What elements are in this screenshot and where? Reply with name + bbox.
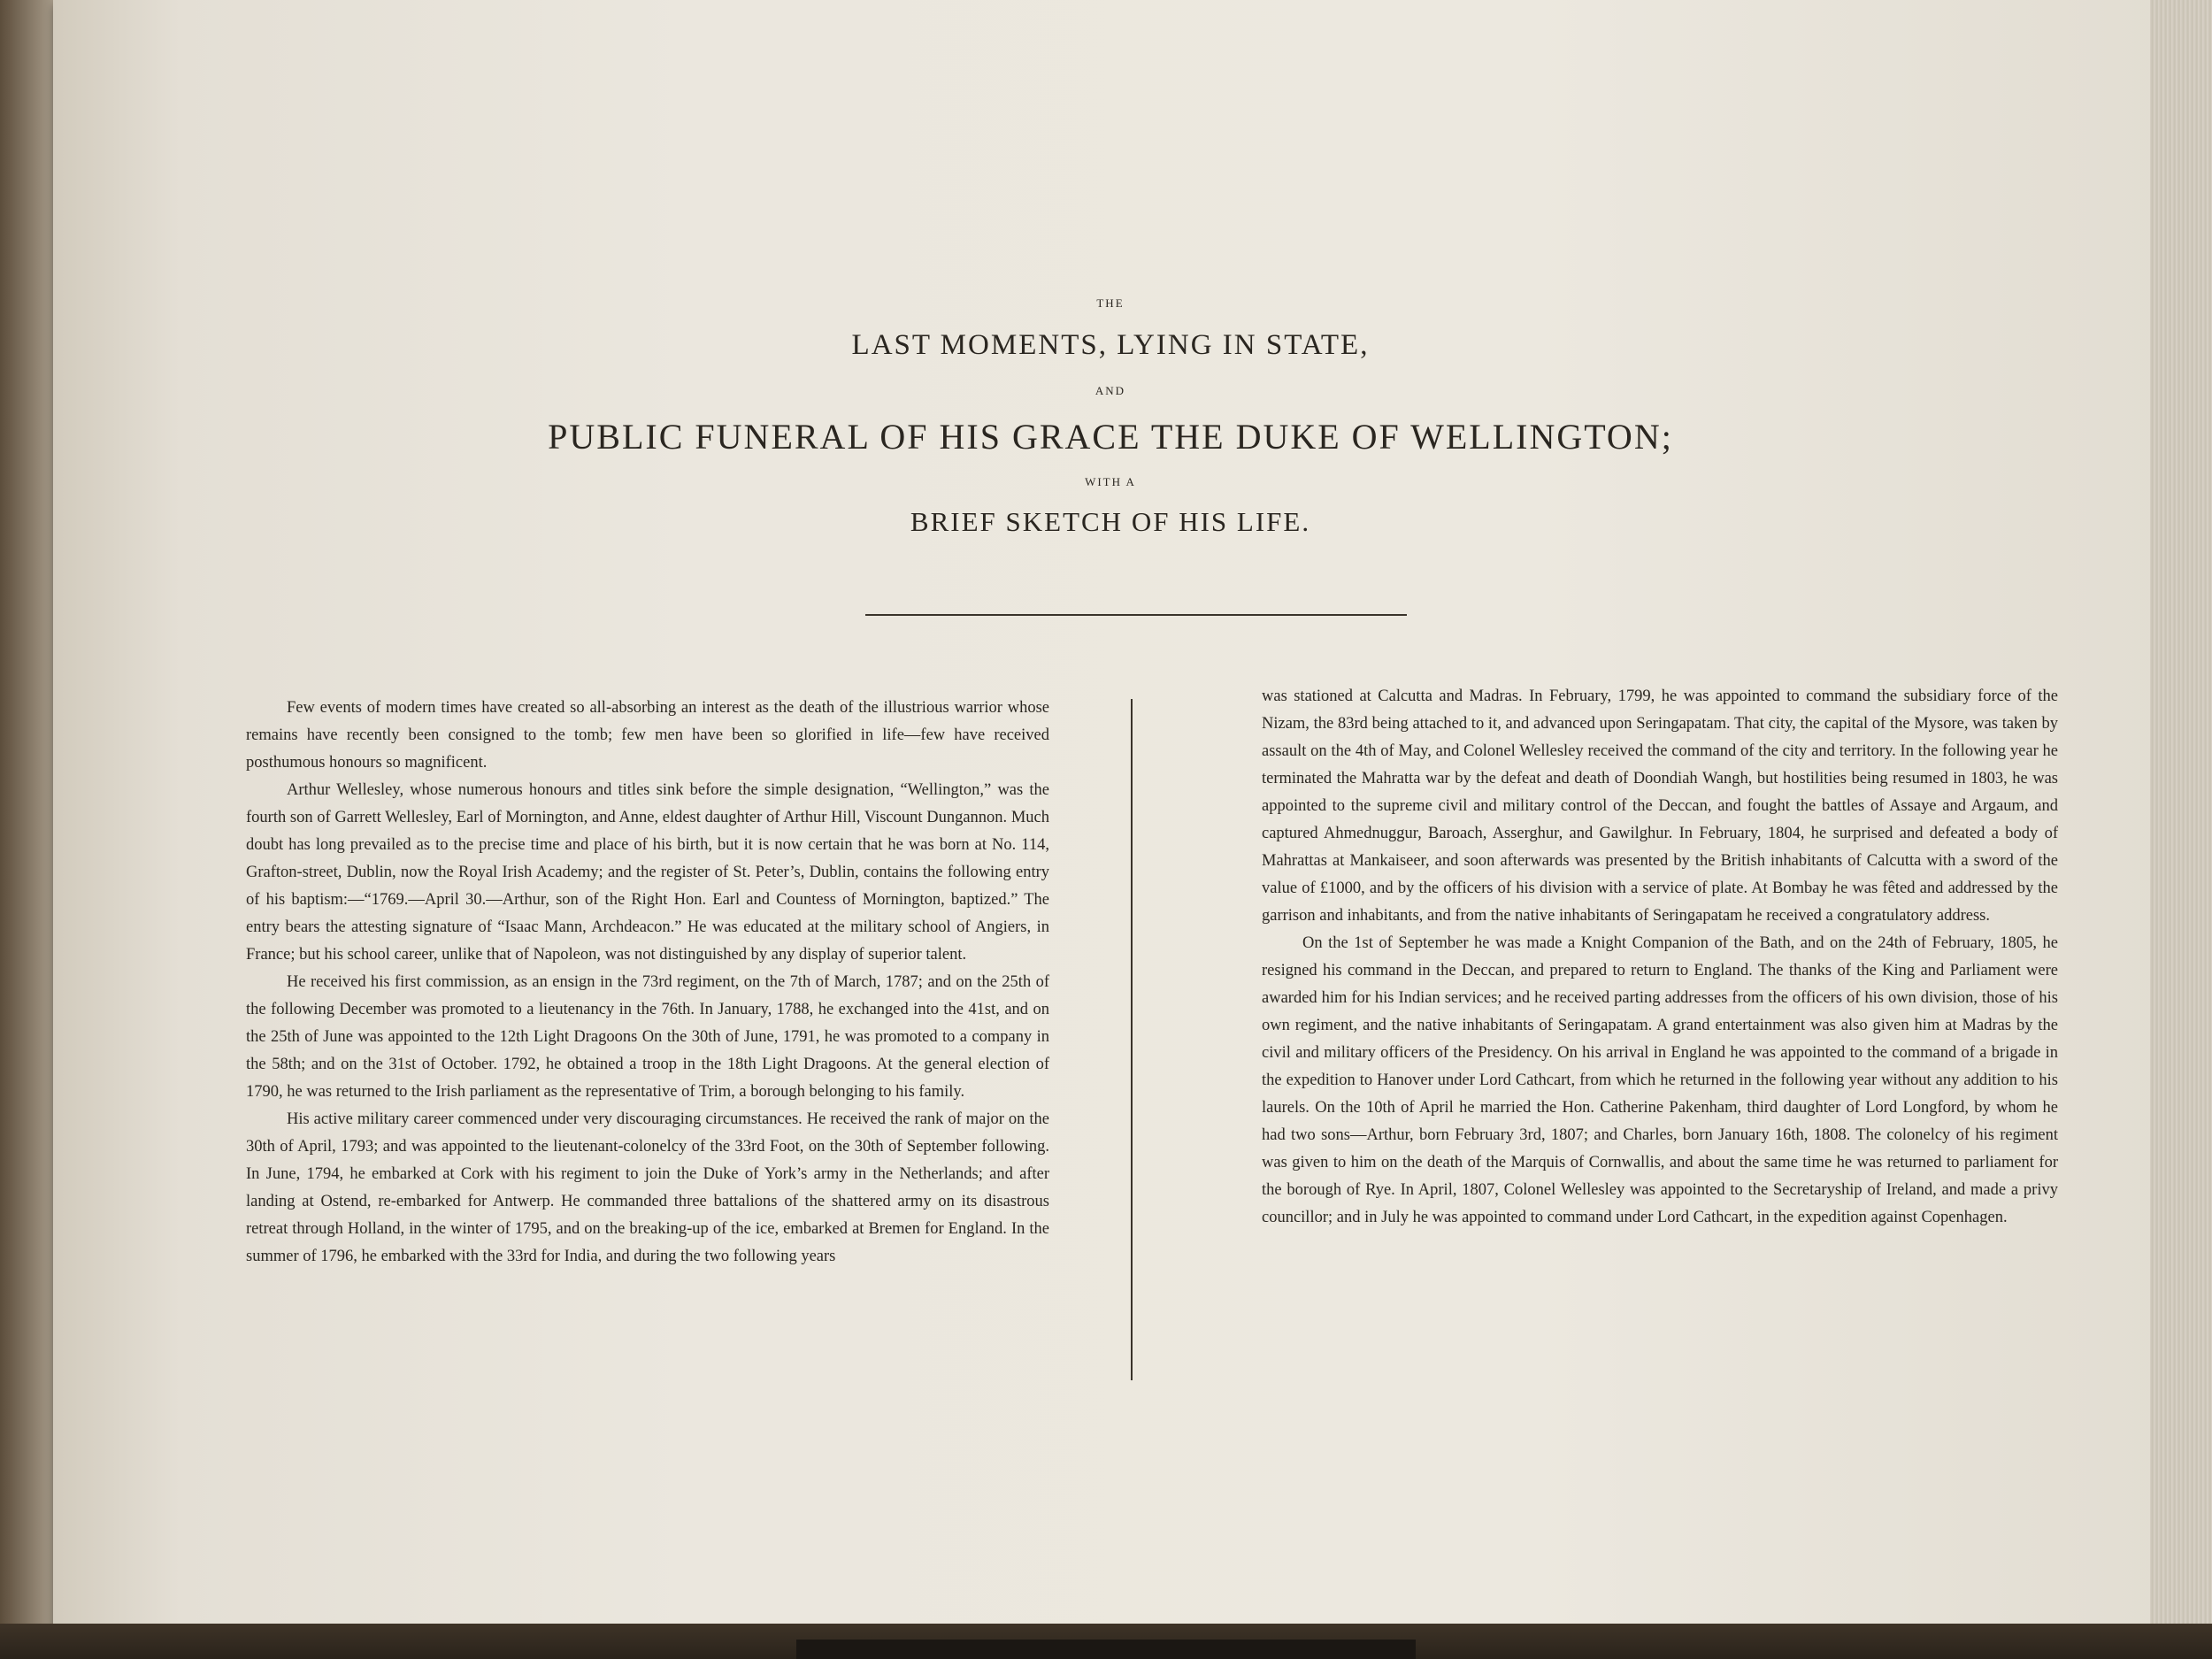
left-column (246, 695, 1049, 1271)
paragraph: was stationed at Calcutta and Madras. In February, 1799, he was appointed to command the subsidiary force of the Nizam, the 83rd being attached to it, and advanced upon Seringapatam. That city, the capital of the Mysore, was taken by assault on the 4th of May, and Colonel Wellesley received the command of the city and territory. In the following year he terminated the Mahratta war by the defeat and death of Doondiah Wangh, but hostilities being resumed in 1803, he was appointed to the supreme civil and military control of the Deccan, and fought the battles of Assaye and Argaum, and captured Ahmednuggur, Baroach, Asserghur, and Gawilghur. In February, 1804, he surprised and defeated a body of Mahrattas at Mankaiseer, and soon afterwards was presented by the British inhabitants of Calcutta with a sword of the value of £1000, and by the officers of his division with a service of plate. At Bombay he was fêted and addressed by the garrison and inhabitants, and from the native inhabitants of Seringapatam he received a congratulatory address. (1262, 687, 2058, 925)
title-the: THE (1096, 296, 1125, 310)
paragraph: Few events of modern times have created so all-absorbing an interest as the death of the illustrious warrior whose remains have recently been consigned to the tomb; few men have been so glorified in life—few have received posthumous honours so magnificent. (246, 699, 1049, 772)
table-object (796, 1640, 1416, 1659)
paragraph: He received his first commission, as an ensign in the 73rd regiment, on the 7th of March, 1787; and on the 25th of the following December was promoted to a lieutenancy in the 76th. In January, 1788, he exchanged into the 41st, and on the 25th of June was appointed to the 12th Light Dragoons On the 30th of June, 1791, he was promoted to a company in the 58th; and on the 31st of October. 1792, he obtained a troop in the 18th Light Dragoons. At the general election of 1790, he was returned to the Irish parliament as the representative of Trim, a borough belonging to his family. (246, 973, 1049, 1101)
title-line-2: PUBLIC FUNERAL OF HIS GRACE THE DUKE OF WELLINGTON; (548, 417, 1673, 457)
paragraph: His active military career commenced under very discouraging circumstances. He received the rank of major on the 30th of April, 1793; and was appointed to the lieutenant-colonelcy of the 33rd Foot, on the 30th of September following. In June, 1794, he embarked at Cork with his regiment to join the Duke of York’s army in the Netherlands; and after landing at Ostend, re-embarked for Antwerp. He commanded three battalions of the shattered army on its disastrous retreat through Holland, in the winter of 1795, and on the breaking-up of the ice, embarked at Bremen for England. In the summer of 1796, he embarked with the 33rd for India, and during the two following years (246, 1110, 1049, 1265)
paragraph: On the 1st of September he was made a Knight Companion of the Bath, and on the 24th of February, 1805, he resigned his command in the Deccan, and prepared to return to England. The thanks of the King and Parliament were awarded him for his Indian services; and he received parting addresses from the officers of his own division, those of his own regiment, and the native inhabitants of Seringapatam. A grand entertainment was also given him at Madras by the civil and military officers of the Presidency. On his arrival in England he was appointed to the command of a brigade in the expedition to Hanover under Lord Cathcart, from which he returned in the following year without any addition to his laurels. On the 10th of April he married the Hon. Catherine Pakenham, third daughter of Lord Longford, by whom he had two sons—Arthur, born February 3rd, 1807; and Charles, born January 16th, 1808. The colonelcy of his regiment was given to him on the death of the Marquis of Cornwallis, and about the same time he was returned to parliament for the borough of Rye. In April, 1807, Colonel Wellesley was appointed to the Secretaryship of Ireland, and made a privy councillor; and in July he was appointed to command under Lord Cathcart, in the expedition against Copenhagen. (1262, 934, 2058, 1226)
title-divider (865, 614, 1407, 616)
right-column (1262, 683, 2058, 1232)
column-divider (1131, 699, 1133, 1380)
title-line-1: LAST MOMENTS, LYING IN STATE, (851, 329, 1370, 361)
book-page (53, 0, 2168, 1639)
title-with-a: WITH A (1085, 475, 1136, 488)
page-stack-edge (2150, 0, 2212, 1646)
title-line-3: BRIEF SKETCH OF HIS LIFE. (910, 506, 1311, 537)
title-and: AND (1094, 384, 1126, 397)
paragraph: Arthur Wellesley, whose numerous honours and titles sink before the simple designation, “Wellington,” was the fourth son of Garrett Wellesley, Earl of Mornington, and Anne, eldest daughter of Arthur Hill, Viscount Dungannon. Much doubt has long prevailed as to the precise time and place of his birth, but it is now certain that he was born at No. 114, Grafton-street, Dublin, now the Royal Irish Academy; and the register of St. Peter’s, Dublin, contains the following entry of his baptism:—“1769.—April 30.—Arthur, son of the Right Hon. Earl and Countess of Mornington, baptized.” The entry bears the attesting signature of “Isaac Mann, Archdeacon.” He was educated at the military school of Angiers, in France; but his school career, unlike that of Napoleon, was not distinguished by any display of superior talent. (246, 781, 1049, 964)
